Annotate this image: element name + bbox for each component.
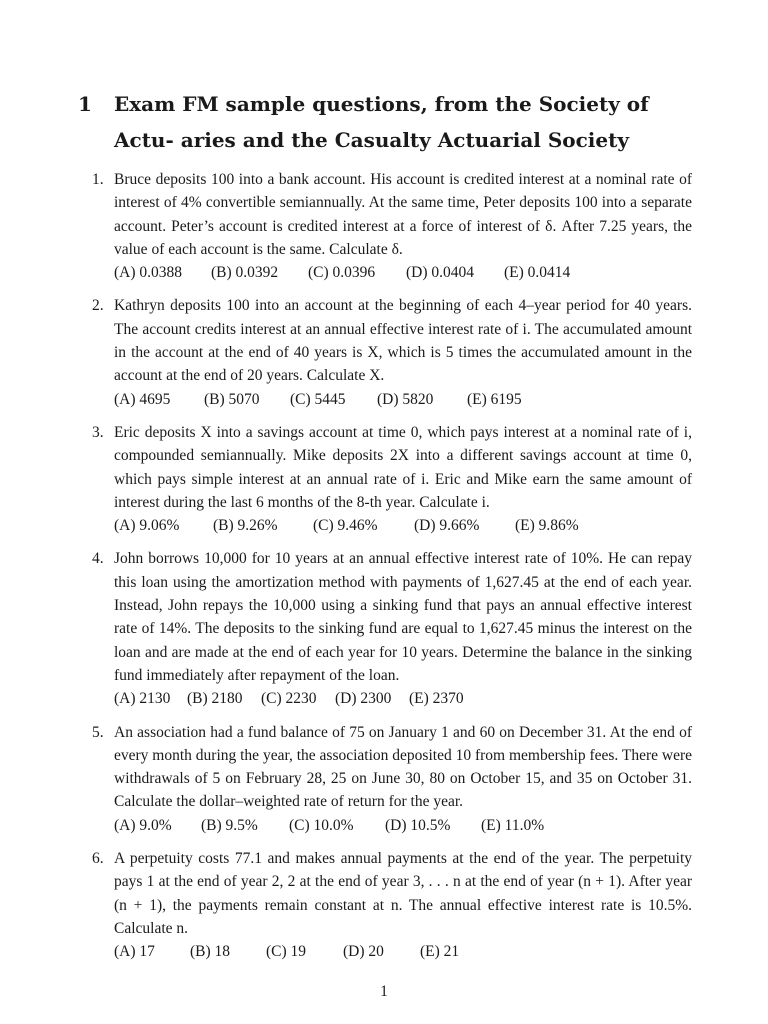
question-number: 4. <box>92 550 104 568</box>
answer-option: (C) 5445 <box>290 390 346 408</box>
answer-option: (D) 5820 <box>377 390 434 408</box>
answer-option: (E) 6195 <box>467 390 522 408</box>
answer-option: (D) 9.66% <box>414 517 480 535</box>
answer-option: (E) 11.0% <box>481 816 545 834</box>
question-item <box>86 721 692 837</box>
question-text: An association had a fund balance of 75 on January 1 and 60 on December 31. At the end of every month during the year, the association deposited 10 from membership fees. There were withdrawals of 5 on February 28, 25 on June 30, 80 on October 15, and 35 on October 31. Calculate the dollar–weighted rate of return for the year. <box>114 723 693 811</box>
answer-option: (D) 2300 <box>335 690 392 708</box>
question-number: 5. <box>92 723 104 741</box>
answer-option: (A) 17 <box>114 943 155 961</box>
question-number: 6. <box>92 850 104 868</box>
answer-option: (A) 9.0% <box>114 816 172 834</box>
answer-option: (D) 20 <box>343 943 384 961</box>
answer-option: (B) 18 <box>190 943 231 961</box>
answer-options <box>114 514 692 537</box>
answer-option: (B) 9.5% <box>201 816 258 834</box>
question-text: Eric deposits X into a savings account at time 0, which pays interest at a nominal rate of i, compounded semiannually. Mike deposits 2X into a different savings account at time 0, which pays simple interest at an annual rate of i. Eric and Mike earn the same amount of interest during the last 6 months of the 8-th year. Calculate i. <box>114 423 692 511</box>
answer-option: (B) 5070 <box>204 390 260 408</box>
answer-option: (A) 9.06% <box>114 517 180 535</box>
question-item <box>86 421 692 537</box>
question-item <box>86 168 692 284</box>
answer-options <box>114 388 692 411</box>
question-text: John borrows 10,000 for 10 years at an annual effective interest rate of 10%. He can repay this loan using the amortization method with payments of 1,627.45 at the end of each year. Instead, John repays the 10,000 using a sinking fund that pays an annual effective interest rate of 14%. The deposits to the sinking fund are equal to 1,627.45 minus the interest on the loan and are made at the end of each year for 10 years. Determine the balance in the sinking fund immediately after repayment of the loan. <box>114 550 692 684</box>
question-text: A perpetuity costs 77.1 and makes annual payments at the end of the year. The perpetuity pays 1 at the end of year 2, 2 at the end of year 3, . . . n at the end of year (n + 1). After year (n + 1), the payments remain constant at n. The annual effective interest rate is 10.5%. Calculate n. <box>114 850 692 937</box>
section-title: Exam FM sample questions, from the Society of Actu- aries and the Casualty Actuarial Society <box>114 92 649 152</box>
answer-option: (B) 9.26% <box>213 517 278 535</box>
section-number: 1 <box>78 92 92 116</box>
question-number: 2. <box>92 297 104 315</box>
question-text: Kathryn deposits 100 into an account at the beginning of each 4–year period for 40 years. The account credits interest at an annual effective interest rate of i. The accumulated amount in the account at the end of 40 years is X, which is 5 times the accumulated amount in the account at the end of 20 years. Calculate X. <box>114 297 692 385</box>
answer-option: (E) 21 <box>420 943 460 961</box>
answer-options <box>114 261 692 284</box>
answer-option: (C) 10.0% <box>289 816 354 834</box>
answer-option: (D) 0.0404 <box>406 264 475 282</box>
answer-option: (B) 2180 <box>187 690 243 708</box>
question-item <box>86 847 692 963</box>
question-item <box>86 294 692 410</box>
answer-option: (C) 9.46% <box>313 517 378 535</box>
answer-option: (C) 0.0396 <box>308 264 376 282</box>
question-number: 3. <box>92 423 104 441</box>
answer-options <box>114 687 692 710</box>
answer-option: (A) 2130 <box>114 690 171 708</box>
section-heading <box>78 86 698 158</box>
answer-option: (C) 2230 <box>261 690 317 708</box>
question-text: Bruce deposits 100 into a bank account. His account is credited interest at a nominal rate of interest of 4% convertible semiannually. At the same time, Peter deposits 100 into a separate account. Peter’s account is credited interest at a force of interest of δ. After 7.25 years, the value of each account is the same. Calculate δ. <box>114 171 692 258</box>
answer-options <box>114 814 692 837</box>
page-number: 1 <box>380 983 388 1000</box>
question-number: 1. <box>92 171 104 188</box>
answer-option: (E) 0.0414 <box>504 264 571 282</box>
question-list <box>86 168 692 964</box>
answer-option: (B) 0.0392 <box>211 264 279 282</box>
answer-option: (A) 0.0388 <box>114 264 183 282</box>
answer-option: (C) 19 <box>266 943 307 961</box>
answer-option: (D) 10.5% <box>385 816 451 834</box>
answer-option: (E) 2370 <box>409 690 464 708</box>
answer-options <box>114 940 692 963</box>
answer-option: (A) 4695 <box>114 390 171 408</box>
answer-option: (E) 9.86% <box>515 517 579 535</box>
question-item <box>86 547 692 710</box>
